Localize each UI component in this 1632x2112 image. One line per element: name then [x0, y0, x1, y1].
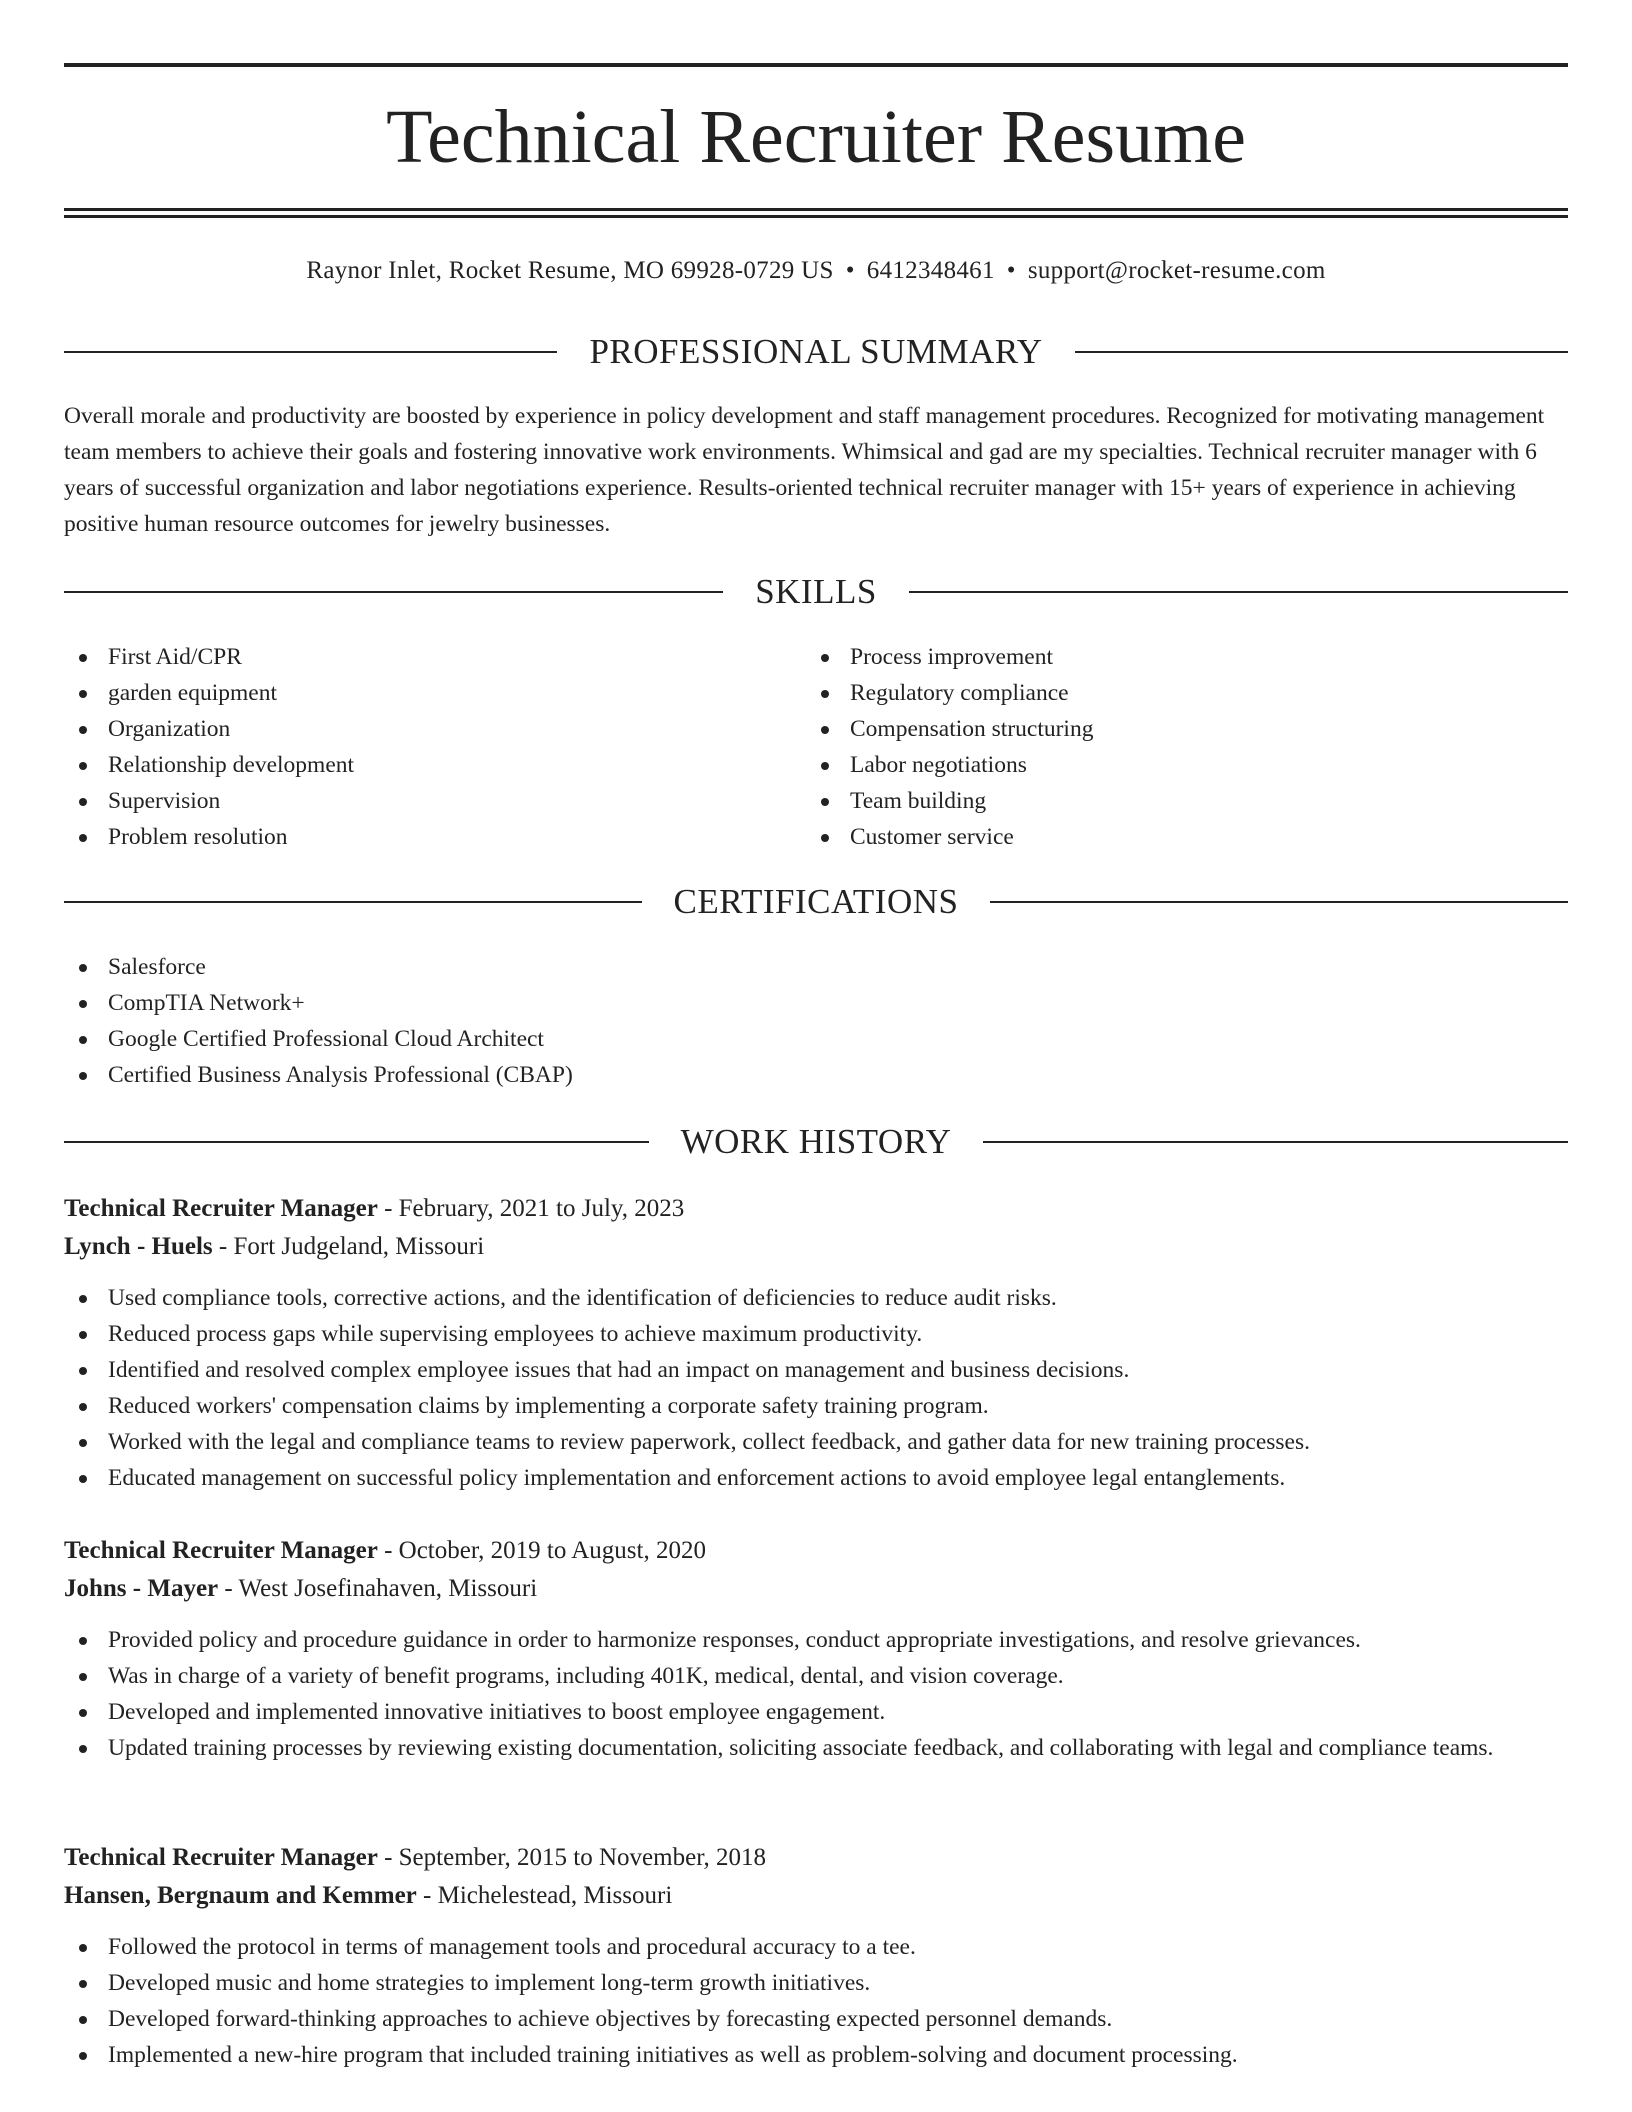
job-company: Johns - Mayer	[64, 1575, 219, 1602]
certifications-section-heading	[64, 880, 1568, 924]
title-bottom-rule-second	[64, 215, 1568, 218]
contact-separator: •	[1006, 257, 1016, 284]
job-title: Technical Recruiter Manager	[64, 1195, 378, 1222]
summary-heading-label: PROFESSIONAL SUMMARY	[589, 332, 1043, 371]
job-bullet: Reduced process gaps while supervising employees to achieve maximum productivity.	[64, 1316, 1568, 1352]
title-top-rule	[64, 63, 1568, 67]
job-bullet: Reduced workers' compensation claims by implementing a corporate safety training program.	[64, 1388, 1568, 1424]
divider	[64, 591, 723, 593]
job-entry	[64, 1839, 1568, 2073]
job-company-line	[64, 1877, 1568, 1915]
job-bullet: Worked with the legal and compliance teams to review paperwork, collect feedback, and gather data for new training processes.	[64, 1424, 1568, 1460]
job-bullet: Developed forward-thinking approaches to achieve objectives by forecasting expected personnel demands.	[64, 2001, 1568, 2037]
divider	[983, 1141, 1568, 1143]
job-bullet: Implemented a new-hire program that included training initiatives as well as problem-solving and document processing.	[64, 2037, 1568, 2073]
job-company: Lynch - Huels	[64, 1233, 213, 1260]
document-title: Technical Recruiter Resume	[386, 95, 1246, 179]
divider	[64, 351, 557, 353]
summary-section-heading	[64, 330, 1568, 374]
job-dates: - October, 2019 to August, 2020	[377, 1537, 706, 1564]
job-title-line	[64, 1839, 1568, 1877]
summary-text: Overall morale and productivity are boosted by experience in policy development and staff management procedures. Recognized for motivating management team members to achieve their goals and fostering innovative work environments. Whimsical and gad are my specialties. Technical recruiter manager with 6 years of successful organization and labor negotiations experience. Results-oriented technical recruiter manager with 15+ years of experience in achieving positive human resource outcomes for jewelry businesses.	[64, 403, 1545, 537]
contact-separator: •	[845, 257, 855, 284]
skills-right-column	[806, 639, 1506, 855]
job-company: Hansen, Bergnaum and Kemmer	[64, 1882, 417, 1909]
title-bottom-rule	[64, 208, 1568, 211]
job-location: - Michelestead, Missouri	[416, 1882, 673, 1909]
job-title: Technical Recruiter Manager	[64, 1537, 378, 1564]
work-history-heading-label: WORK HISTORY	[680, 1122, 952, 1161]
job-bullet: Developed music and home strategies to implement long-term growth initiatives.	[64, 1965, 1568, 2001]
job-title-line	[64, 1190, 1568, 1228]
certification-item: Google Certified Professional Cloud Architect	[64, 1021, 1568, 1057]
divider	[990, 901, 1568, 903]
skill-item: garden equipment	[64, 675, 764, 711]
skills-section-heading	[64, 570, 1568, 614]
job-bullet: Was in charge of a variety of benefit programs, including 401K, medical, dental, and vision coverage.	[64, 1658, 1568, 1694]
job-bullet: Followed the protocol in terms of management tools and procedural accuracy to a tee.	[64, 1929, 1568, 1965]
skills-left-column	[64, 639, 764, 855]
job-company-line	[64, 1228, 1568, 1266]
skill-item: Customer service	[806, 819, 1506, 855]
divider	[64, 901, 642, 903]
divider	[64, 1141, 649, 1143]
job-bullet: Used compliance tools, corrective actions, and the identification of deficiencies to reduce audit risks.	[64, 1280, 1568, 1316]
job-bullet: Educated management on successful policy implementation and enforcement actions to avoid employee legal entanglements.	[64, 1460, 1568, 1496]
job-bullet: Provided policy and procedure guidance in order to harmonize responses, conduct appropriate investigations, and resolve grievances.	[64, 1622, 1568, 1658]
certification-item: CompTIA Network+	[64, 985, 1568, 1021]
job-dates: - February, 2021 to July, 2023	[377, 1195, 685, 1222]
divider	[1075, 351, 1568, 353]
job-location: - West Josefinahaven, Missouri	[218, 1575, 538, 1602]
job-company-line	[64, 1570, 1568, 1608]
certification-item: Certified Business Analysis Professional (CBAP)	[64, 1057, 1568, 1093]
job-entry	[64, 1532, 1568, 1766]
certifications-list	[64, 949, 1568, 1093]
skills-heading-label: SKILLS	[755, 572, 877, 611]
job-title: Technical Recruiter Manager	[64, 1844, 378, 1871]
certifications-heading-label: CERTIFICATIONS	[673, 882, 959, 921]
skill-item: Compensation structuring	[806, 711, 1506, 747]
work-history-section-heading	[64, 1120, 1568, 1164]
contact-address: Raynor Inlet, Rocket Resume, MO 69928-0729 US	[306, 257, 834, 284]
contact-email: support@rocket-resume.com	[1027, 257, 1326, 284]
job-dates: - September, 2015 to November, 2018	[377, 1844, 767, 1871]
skill-item: Team building	[806, 783, 1506, 819]
job-location: - Fort Judgeland, Missouri	[212, 1233, 485, 1260]
job-bullet: Developed and implemented innovative initiatives to boost employee engagement.	[64, 1694, 1568, 1730]
job-bullet: Identified and resolved complex employee issues that had an impact on management and business decisions.	[64, 1352, 1568, 1388]
skill-item: Labor negotiations	[806, 747, 1506, 783]
skill-item: Organization	[64, 711, 764, 747]
job-bullet: Updated training processes by reviewing existing documentation, soliciting associate feedback, and collaborating with legal and compliance teams.	[64, 1730, 1568, 1766]
job-title-line	[64, 1532, 1568, 1570]
skill-item: Problem resolution	[64, 819, 764, 855]
skill-item: First Aid/CPR	[64, 639, 764, 675]
skill-item: Process improvement	[806, 639, 1506, 675]
certification-item: Salesforce	[64, 949, 1568, 985]
skill-item: Supervision	[64, 783, 764, 819]
skill-item: Relationship development	[64, 747, 764, 783]
skill-item: Regulatory compliance	[806, 675, 1506, 711]
divider	[909, 591, 1568, 593]
contact-line	[64, 253, 1568, 289]
contact-phone: 6412348461	[866, 257, 995, 284]
job-entry	[64, 1190, 1568, 1496]
